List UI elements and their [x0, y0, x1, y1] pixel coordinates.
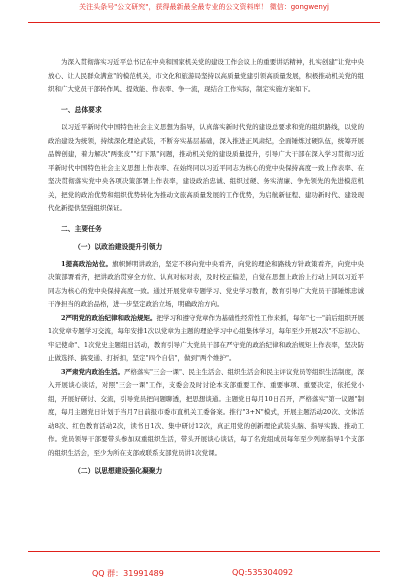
section-heading-1: 一、总体要求	[61, 105, 102, 114]
document-body	[48, 56, 364, 482]
item-1-text: 旗帜鲜明讲政治，坚定不移向党中央看齐，向党的理论和路线方针政策看齐，向党中央决策部署看齐，把讲政治贯穿全方位、认真对标对表，及时校正偏差，自觉在思想上政治上行动上同以习近平同志为核心的党中央保持高度一致。通过开展党章专题学习、党史学习教育，教育引导广大党员干部锤炼忠诚干净担当的政治品格，进一步坚定政治立场，明确政治方向。	[48, 259, 365, 308]
section-1-paragraph: 以习近平新时代中国特色社会主义思想为指导，认真落实新时代党的建设总要求和党的组织路线，以党的政治建设为统领，持续深化理论武装，不断夯实基层基础，深入推进正风肃纪，全面锤炼过硬队伍，统筹开展品牌创建，着力解决"两张皮""灯下黑"问题，推动机关党的建设质量提升，引导广大干部在深入学习贯彻习近平新时代中国特色社会主义思想上作表率、在始终同以习近平同志为核心的党中央保持高度一致上作表率、在坚决贯彻落实党中央各项决策部署上作表率，建设政治忠诚、组织过硬、务实清廉、争先领先的先进模范机关，把党的政治优势和组织优势转化为推动文旅高质量发展的工作优势，为启航新征程、建功新时代、建设现代化新提供坚强组织保证。	[48, 123, 364, 212]
subsection-heading-1: （一）以政治建设提升引领力	[74, 243, 163, 251]
item-3-text: 严格落实"三会一课"、民主生活会、组织生活会和民主评议党员等组织生活制度，深入开展谈心谈话，对照"三会一课"工作，支委会及时讨论本支部重要工作、重要事项、重要决定，依托党小组，开展好研讨、交流，引导党员把问题聊透，把思想谈通。主题党日每月10日召开，严格落实"第一议题"制度，每月主题党日计划于当月7日前报市委市直机关工委备案。推行"3+N"模式，开展主题活动20次、文体活动8次、红色教育活动2次，读书日1次、集中研讨12次，真正用党的创新理论武装头脑、指导实践、推动工作。党员领导干部要带头参加双重组织生活，带头开展谈心谈话，每了名党组成员每年至少列席指导1个支部的组织生活会，至少为所在支部或联系支部党员讲1次党课。	[48, 367, 365, 457]
item-3-lead: 3严肃党内政治生活。	[61, 367, 125, 376]
header-divider	[28, 22, 380, 23]
footer-divider	[28, 551, 380, 552]
item-1-lead: 1提高政治站位。	[61, 259, 113, 268]
header-banner: 关注头条号"公文研究"，获得最新最全最专业的公文资料库！ 微信：gongwenyj	[79, 3, 329, 11]
section-heading-2: 二、主要任务	[61, 224, 102, 233]
intro-paragraph: 为深入贯彻落实习近平总书记在中央和国家机关党的建设工作会议上的重要讲话精神，扎实创建"让党中央放心、让人民群众满意"的模范机关，市文化和旅游局坚持以高质量党建引领高质量发展，积极推动机关党的组织和广大党员干部转作风、提效能、作表率、争一流，现结合工作实际，制定实施方案如下。	[48, 58, 364, 93]
item-3-paragraph	[48, 366, 364, 461]
item-1-paragraph	[48, 258, 364, 312]
subsection-heading-2: （二）以思想建设强化凝聚力	[74, 467, 163, 475]
footer-qq-contact: QQ:535304092	[232, 568, 294, 577]
item-2-paragraph	[48, 312, 364, 366]
item-2-lead: 2严明党的政治纪律和政治规矩。	[61, 313, 157, 322]
item-2-text: 把学习和遵守党章作为基础性经常性工作来抓，每年"七一"前后组织开展1次党章专题学习交流，每年安排1次以党章为主题的理论学习中心组集体学习，每年至少开展2次"不忘初心、牢记使命"、1次党史主题组日活动，教育引导广大党员干部在严守党的政治纪律和政治规矩上作表率，坚决防止做选择、搞变通、打折扣，坚定"四个自信"，做到"两个维护"。	[48, 313, 365, 362]
footer-qq-group: QQ 群：31991489	[92, 569, 164, 578]
